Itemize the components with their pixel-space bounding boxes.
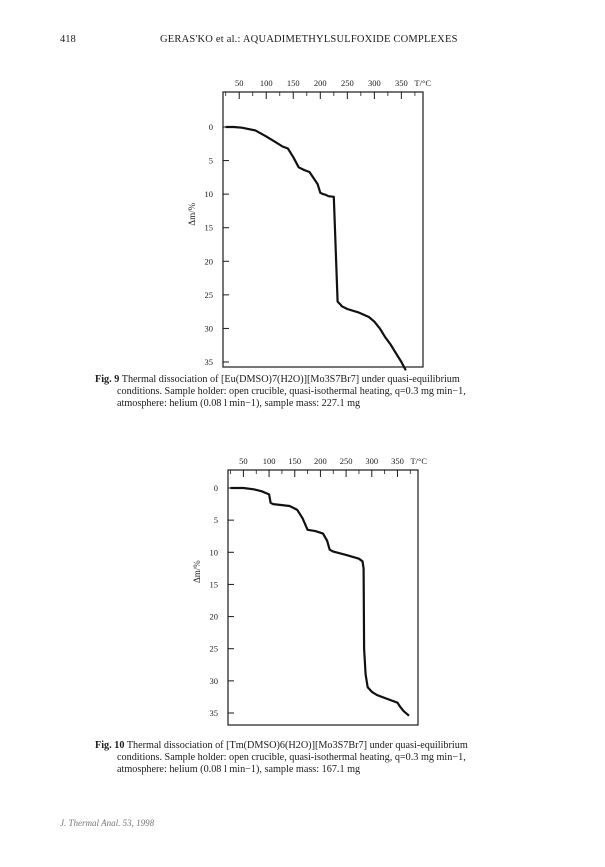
x-tick-label: 50	[239, 456, 248, 466]
tg-data-point	[337, 301, 338, 302]
y-axis-label: Δm/%	[192, 560, 202, 583]
figure-10-caption-line3: atmosphere: helium (0.08 l min−1), sample mass: 167.1 mg	[117, 764, 361, 776]
y-tick-label: 15	[204, 222, 213, 233]
tg-curve-series	[226, 127, 406, 370]
tg-data-point	[390, 344, 391, 345]
running-title: GERAS'KO et al.: AQUADIMETHYLSULFOXIDE COMPLEXES	[160, 34, 458, 45]
figure-9-chart	[175, 72, 432, 372]
y-tick-label: 20	[209, 611, 218, 622]
tg-data-point	[317, 183, 318, 184]
tg-data-point	[276, 143, 277, 144]
y-tick-label: 5	[208, 155, 213, 166]
tg-data-point	[273, 503, 274, 504]
y-tick-label: 10	[209, 547, 218, 558]
tg-data-point	[302, 518, 303, 519]
tg-data-point	[363, 648, 364, 649]
x-tick-label: 100	[262, 456, 276, 466]
tg-data-point	[385, 337, 386, 338]
figure-10-caption-line1: Thermal dissociation of [Tm(DMSO)6(H2O)][Mo3S7Br7] under quasi-equilibrium	[126, 740, 468, 751]
tg-data-point	[307, 529, 308, 530]
tg-data-point	[358, 312, 359, 313]
tg-data-point	[325, 194, 326, 195]
figure-9-svg	[175, 72, 432, 372]
figure-10-svg	[175, 440, 428, 730]
tg-data-point	[363, 568, 364, 569]
tg-data-point	[322, 194, 323, 195]
y-axis-label: Δm/%	[187, 202, 197, 226]
tg-data-point	[282, 146, 283, 147]
y-tick-label: 10	[204, 189, 213, 200]
tg-data-point	[270, 502, 271, 503]
tg-data-point	[225, 126, 226, 127]
tg-data-point	[241, 127, 242, 128]
figure-10-caption-line2: conditions. Sample holder: open crucible, quasi-isothermal heating, q=0.3 mg min−1,	[117, 752, 466, 764]
tg-data-point	[287, 148, 288, 149]
y-tick-label: 25	[204, 289, 213, 300]
figure-10-label: Fig. 10	[95, 740, 125, 751]
tg-data-point	[266, 136, 267, 137]
tg-data-point	[328, 196, 329, 197]
x-tick-label: 250	[339, 456, 353, 466]
tg-data-point	[268, 494, 269, 495]
figure-9-label: Fig. 9	[95, 374, 120, 385]
tg-data-point	[315, 530, 316, 531]
tg-data-point	[320, 192, 321, 193]
tg-data-point	[329, 549, 330, 550]
tg-data-point	[376, 694, 377, 695]
y-tick-label: 25	[209, 643, 218, 654]
figure-9-caption-line2: conditions. Sample holder: open crucible, quasi-isothermal heating, q=0.3 mg min−1,	[117, 386, 466, 398]
figure-10-caption	[95, 740, 565, 777]
tg-data-point	[371, 691, 372, 692]
x-axis-label: T/°C	[414, 78, 432, 88]
page-number: 418	[60, 34, 76, 45]
tg-data-point	[297, 509, 298, 510]
y-tick-label: 15	[209, 579, 218, 590]
tg-data-point	[255, 130, 256, 131]
tg-data-point	[340, 304, 341, 305]
tg-data-point	[379, 328, 380, 329]
plot-frame	[223, 92, 423, 367]
x-tick-label: 150	[286, 78, 300, 88]
tg-data-point	[362, 561, 363, 562]
figure-9-caption	[95, 374, 565, 411]
tg-data-point	[293, 157, 294, 158]
journal-footer: J. Thermal Anal. 53, 1998	[60, 818, 155, 828]
tg-data-point	[397, 702, 398, 703]
tg-data-point	[333, 196, 334, 197]
plot-frame	[228, 470, 418, 725]
tg-data-point	[399, 706, 400, 707]
tg-data-point	[303, 169, 304, 170]
y-tick-label: 30	[209, 675, 218, 686]
tg-data-point	[327, 540, 328, 541]
tg-data-point	[333, 551, 334, 552]
x-tick-label: 50	[234, 78, 244, 88]
tg-data-point	[367, 687, 368, 688]
tg-data-point	[322, 533, 323, 534]
tg-data-point	[368, 316, 369, 317]
tg-curve-series	[231, 488, 409, 716]
tg-data-point	[358, 558, 359, 559]
tg-data-point	[233, 126, 234, 127]
x-tick-label: 100	[259, 78, 273, 88]
tg-data-point	[298, 167, 299, 168]
tg-data-point	[253, 489, 254, 490]
figure-10-chart	[175, 440, 428, 730]
tg-data-point	[243, 487, 244, 488]
x-tick-label: 300	[365, 456, 379, 466]
tg-data-point	[387, 698, 388, 699]
tg-data-point	[408, 715, 409, 716]
tg-data-point	[230, 487, 231, 488]
y-tick-label: 35	[204, 357, 213, 367]
figure-9-caption-line3: atmosphere: helium (0.08 l min−1), sample mass: 227.1 mg	[117, 398, 361, 410]
x-tick-label: 250	[340, 78, 354, 88]
y-tick-label: 35	[209, 708, 218, 718]
x-axis-label: T/°C	[410, 456, 428, 466]
x-tick-label: 150	[288, 456, 302, 466]
x-tick-label: 200	[314, 456, 327, 466]
page-header	[0, 30, 605, 48]
tg-data-point	[261, 491, 262, 492]
tg-data-point	[374, 321, 375, 322]
y-tick-label: 30	[204, 323, 213, 334]
y-tick-label: 0	[208, 122, 213, 132]
tg-data-point	[405, 369, 406, 370]
tg-data-point	[341, 306, 342, 307]
x-tick-label: 200	[313, 78, 327, 88]
x-tick-label: 350	[395, 78, 408, 88]
x-tick-label: 300	[367, 78, 381, 88]
y-tick-label: 0	[213, 483, 218, 493]
tg-data-point	[365, 674, 366, 675]
x-tick-label: 350	[391, 456, 404, 466]
tg-data-point	[346, 554, 347, 555]
tg-data-point	[401, 361, 402, 362]
y-tick-label: 20	[204, 256, 213, 267]
y-tick-label: 5	[213, 515, 218, 526]
tg-data-point	[403, 710, 404, 711]
tg-data-point	[289, 505, 290, 506]
tg-data-point	[309, 171, 310, 172]
tg-data-point	[347, 308, 348, 309]
tg-data-point	[395, 353, 396, 354]
figure-9-caption-line1: Thermal dissociation of [Eu(DMSO)7(H2O)][Mo3S7Br7] under quasi-equilibrium	[121, 374, 460, 385]
